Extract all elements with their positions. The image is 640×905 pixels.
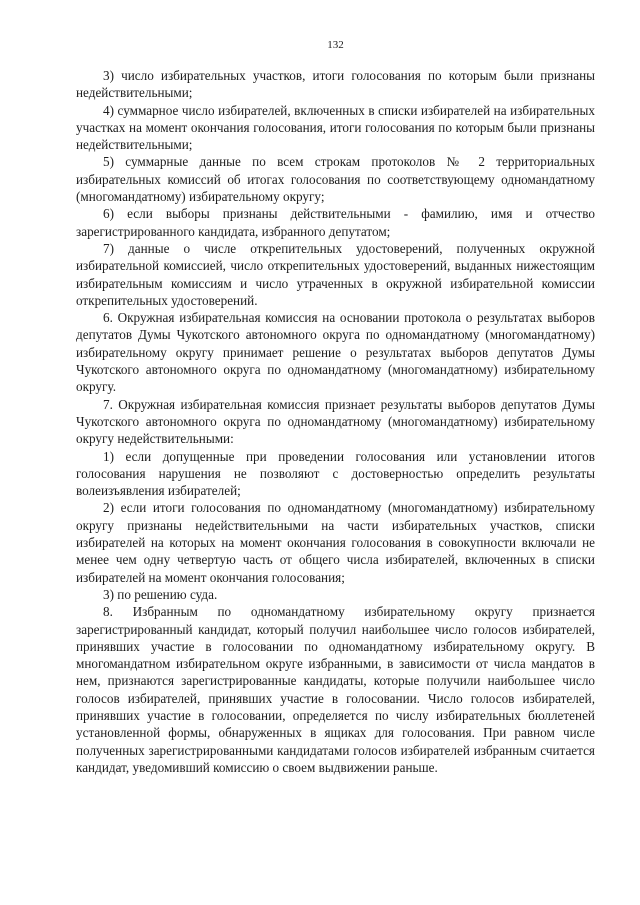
paragraph: 2) если итоги голосования по одномандатному (многомандатному) избирательному округу признаны недействительными на части избирательных участков, списки избирателей на которых на момент окончания голосования в совокупности включали не менее чем одну четвертую часть от общего числа избирателей, включенных в списки избирателей на момент окончания голосования;: [76, 500, 595, 585]
paragraph: 4) суммарное число избирателей, включенных в списки избирателей на избирательных участках на момент окончания голосования, итоги голосования по которым были признаны недействительными;: [76, 102, 595, 153]
paragraph: 6. Окружная избирательная комиссия на основании протокола о результатах выборов депутатов Думы Чукотского автономного округа по одномандатному (многомандатному) избирательному округу принимает решение о результатах выборов депутатов Думы Чукотского автономного округа по одномандатному (многомандатному) избирательному округу.: [76, 310, 595, 395]
paragraph: 7) данные о числе открепительных удостоверений, полученных окружной избирательной комиссией, число открепительных удостоверений, выданных нижестоящим избирательным комиссиям и число утраченных в окружной избирательной комиссии открепительных удостоверений.: [76, 240, 595, 308]
paragraph: 3) число избирательных участков, итоги голосования по которым были признаны недействительными;: [76, 68, 595, 101]
paragraph: 3) по решению суда.: [103, 586, 218, 602]
page-number: 132: [327, 39, 344, 51]
paragraph: 6) если выборы признаны действительными - фамилию, имя и отчество зарегистрированного кандидата, избранного депутатом;: [76, 206, 595, 239]
document-body: [76, 67, 595, 776]
paragraph: 1) если допущенные при проведении голосования или установлении итогов голосования нарушения не позволяют с достоверностью определить результаты волеизъявления избирателей;: [76, 448, 595, 499]
paragraph: 8. Избранным по одномандатному избирательному округу признается зарегистрированный кандидат, который получил наибольшее число голосов избирателей, принявших участие в голосовании по одномандатному избирательному округу. В многомандатном избирательном округе избранными, в зависимости от числа мандатов в нем, признаются зарегистрированные кандидаты, которые получили наибольшее число голосов избирателей, принявших участие в голосовании. Число голосов избирателей, принявших участие в голосовании, определяется по числу избирательных бюллетеней установленной формы, обнаруженных в ящиках для голосования. При равном числе полученных зарегистрированными кандидатами голосов избирателей избранным считается кандидат, уведомивший комиссию о своем выдвижении раньше.: [76, 604, 595, 775]
paragraph: 5) суммарные данные по всем строкам протоколов № 2 территориальных избирательных комиссий об итогах голосования по соответствующему одномандатному (многомандатному) избирательному округу;: [76, 154, 595, 205]
paragraph: 7. Окружная избирательная комиссия признает результаты выборов депутатов Думы Чукотского автономного округа по одномандатному (многомандатному) избирательному округу недействительными:: [76, 396, 595, 447]
